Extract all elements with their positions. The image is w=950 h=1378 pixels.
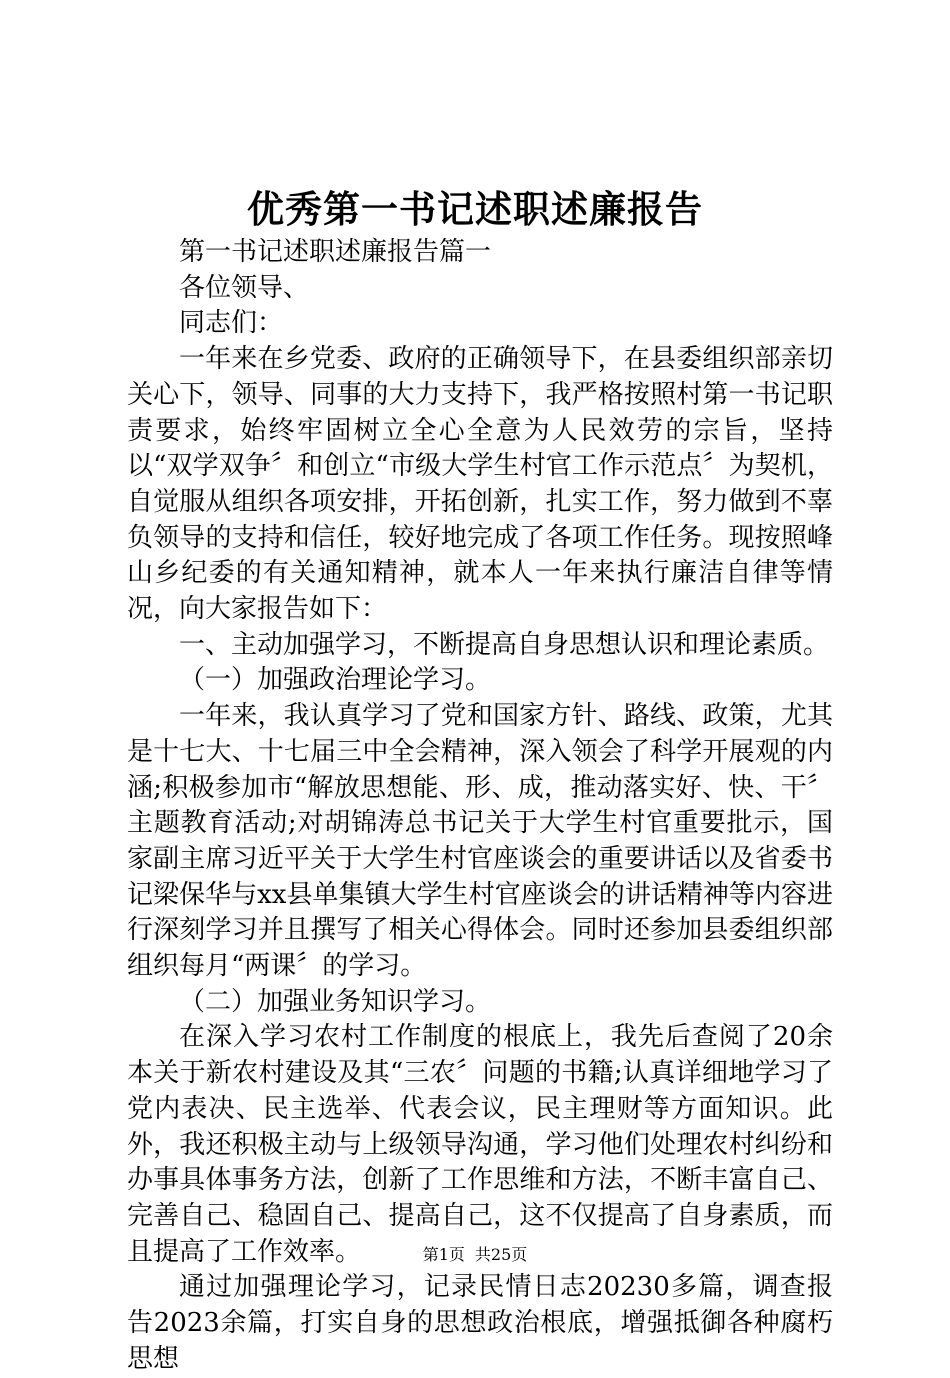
salutation-line: 各位领导、	[179, 272, 310, 303]
subsection-heading: （二）加强业务知识学习。	[179, 986, 492, 1017]
section-heading: 一、主动加强学习，不断提高自身思想认识和理论素质。	[179, 629, 830, 660]
body-paragraph: 一年来，我认真学习了党和国家方针、路线、政策，尤其是十七大、十七届三中全会精神，深入领会了科学开展观的内涵;积极参加市“解放思想能、形、成，推动落实好、快、干〞主题教育活动;对胡锦涛总书记关于大学生村官重要批示，国家副主席习近平关于大学生村官座谈会的重要讲话以及省委书记梁保华与xx县单集镇大学生村官座谈会的讲话精神等内容进行深刻学习并且撰写了相关心得体会。同时还参加县委组织部组织每月“两课〞的学习。	[127, 701, 833, 982]
page-footer	[0, 1244, 950, 1266]
body-paragraph: 通过加强理论学习，记录民情日志20230多篇，调查报告2023余篇，打实自身的思想政治根底，增强抵御各种腐朽思想	[127, 1272, 833, 1374]
body-paragraph: 在深入学习农村工作制度的根底上，我先后查阅了20余本关于新农村建设及其“三农〞问题的书籍;认真详细地学习了党内表决、民主选举、代表会议，民主理财等方面知识。此外，我还积极主动与上级领导沟通，学习他们处理农村纠纷和办事具体事务方法，创新了工作思维和方法，不断丰富自己、完善自己、稳固自己、提高自己，这不仅提高了自身素质，而且提高了工作效率。	[127, 1022, 833, 1267]
body-paragraph: 一年来在乡党委、政府的正确领导下，在县委组织部亲切关心下，领导、同事的大力支持下，我严格按照村第一书记职责要求，始终牢固树立全心全意为人民效劳的宗旨，坚持以“双学双争〞和创立“市级大学生村官工作示范点〞为契机，自觉服从组织各项安排，开拓创新，扎实工作，努力做到不辜负领导的支持和信任，较好地完成了各项工作任务。现按照峰山乡纪委的有关通知精神，就本人一年来执行廉洁自律等情况，向大家报告如下：	[127, 344, 833, 625]
document-title: 优秀第一书记述职述廉报告	[247, 187, 703, 231]
page-number: 第1页	[422, 1245, 465, 1264]
salutation-line: 同志们：	[179, 308, 284, 339]
subsection-heading: （一）加强政治理论学习。	[179, 665, 492, 696]
document-body	[127, 235, 833, 1378]
section-heading: 第一书记述职述廉报告篇一	[179, 237, 492, 267]
page-total: 共25页	[474, 1245, 528, 1264]
